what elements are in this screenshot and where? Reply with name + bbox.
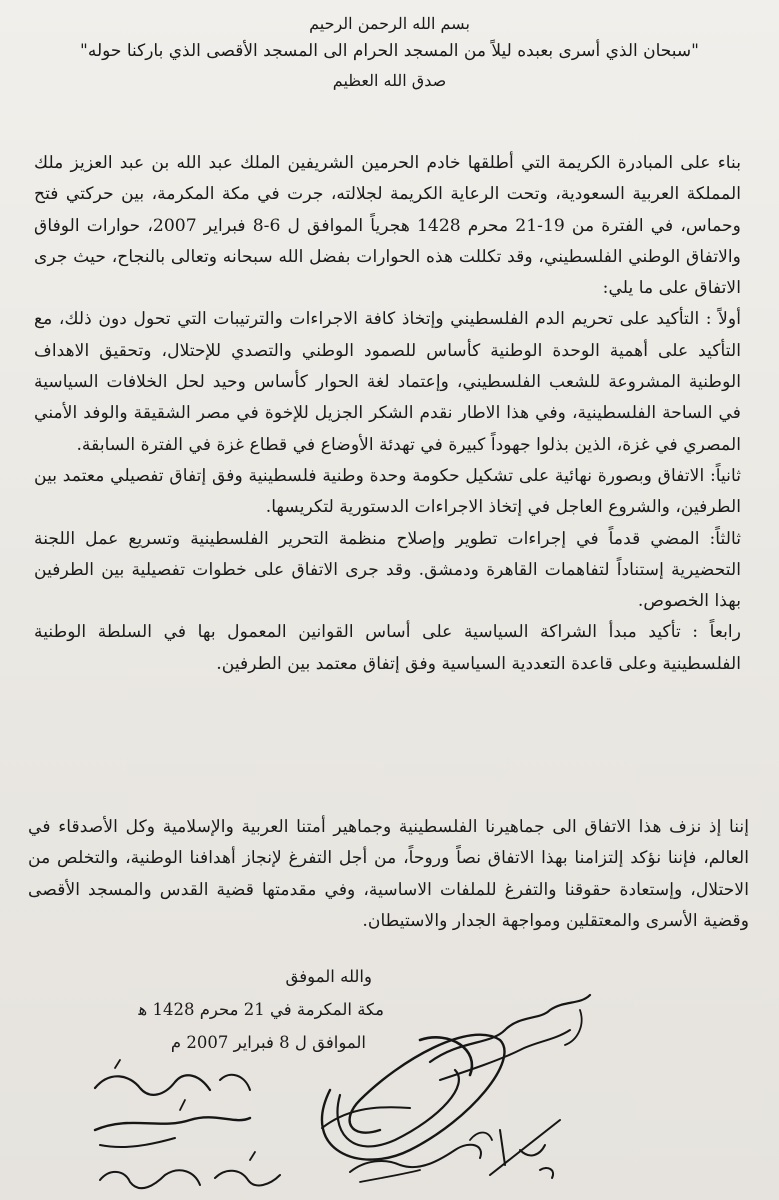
clause-first: أولاً : التأكيد على تحريم الدم الفلسطيني وإتخاذ كافة الاجراءات والترتيبات التي تحول دون ذلك، مع التأكيد على أهمية الوحدة الوطنية كأساس للصمود الوطني والتصدي للإحتلال، وتحقيق الاهداف الوطنية المشروعة للشعب الفلسطيني، وإعتماد لغة الحوار كأساس وحيد لحل الخلافات السياسية في الساحة الفلسطينية، وفي هذا الاطار نقدم الشكر الجزيل للإخوة في مصر الشقيقة والوفد الأمني المصري في غزة، الذين بذلوا جهوداً كبيرة في تهدئة الأوضاع في قطاع غزة في الفترة السابقة. bbox=[34, 309, 741, 455]
date-gregorian: الموافق ل 8 فبراير 2007 م bbox=[170, 1033, 366, 1052]
signature-left-top bbox=[95, 1060, 250, 1095]
signature-left-bottom bbox=[100, 1152, 280, 1188]
clause-second: ثانياً: الاتفاق وبصورة نهائية على تشكيل حكومة وحدة وطنية فلسطينية وفق إتفاق تفصيلي معتمد بين الطرفين، والشروع العاجل في إتخاذ الاجراءات الدستورية لتكريسها. bbox=[34, 465, 741, 518]
quran-verse: "سبحان الذي أسرى بعبده ليلاً من المسجد الحرام الى المسجد الأقصى الذي باركنا حوله" bbox=[80, 41, 699, 61]
closing-text: إننا إذ نزف هذا الاتفاق الى جماهيرنا الفلسطينية وجماهير أمتنا العربية والإسلامية وكل الأصدقاء في العالم، فإننا نؤكد إلتزامنا بهذا الاتفاق نصاً وروحاً، من أجل التفرغ لإنجاز أهدافنا الوطنية، والتخلص من الاحتلال، وإستعادة حقوقنا والتفرغ للملفات الاساسية، وفي مقدمتها قضية القدس والمسجد الأقصى وقضية الأسرى والمعتقلين ومواجهة الجدار والاستيطان. bbox=[28, 817, 749, 931]
signature-bottom-right bbox=[470, 1120, 560, 1178]
date-hijri: مكة المكرمة في 21 محرم 1428 ﻫ bbox=[138, 1000, 384, 1019]
clause-fourth: رابعاً : تأكيد مبدأ الشراكة السياسية على أساس القوانين المعمول بها في السلطة الوطنية الفلسطينية وعلى قاعدة التعددية السياسية وفق إتفاق معتمد بين الطرفين. bbox=[34, 622, 741, 674]
document-header bbox=[0, 0, 779, 90]
closing-allah: والله الموفق bbox=[285, 967, 372, 986]
signature-block bbox=[139, 960, 385, 1059]
signature-right bbox=[430, 995, 590, 1080]
basmala: بسم الله الرحمن الرحيم bbox=[309, 14, 470, 33]
agreement-body bbox=[34, 148, 741, 680]
sadaqa-line: صدق الله العظيم bbox=[332, 71, 447, 90]
signature-bottom-center bbox=[350, 1145, 481, 1182]
clause-third: ثالثاً: المضي قدماً في إجراءات تطوير وإصلاح منظمة التحرير الفلسطينية وتسريع عمل اللجنة التحضيرية إستناداً لتفاهمات القاهرة ودمشق. وقد جرى الاتفاق على خطوات تفصيلية بين الطرفين بهذا الخصوص. bbox=[34, 528, 741, 612]
closing-paragraph bbox=[28, 812, 749, 937]
intro-paragraph: بناء على المبادرة الكريمة التي أطلقها خادم الحرمين الشريفين الملك عبد الله بن عبد العزيز ملك المملكة العربية السعودية، وتحت الرعاية الكريمة لجلالته، جرت في مكة المكرمة، بين حركتي فتح وحماس، في الفترة من 19-21 محرم 1428 هجرياً الموافق ل 6-8 فبراير 2007، حوارات الوفاق والاتفاق الوطني الفلسطيني، وقد تكللت هذه الحوارات بفضل الله سبحانه وتعالى بالنجاح، حيث جرى الاتفاق على ما يلي: bbox=[34, 153, 741, 299]
signature-left-middle bbox=[95, 1100, 250, 1147]
